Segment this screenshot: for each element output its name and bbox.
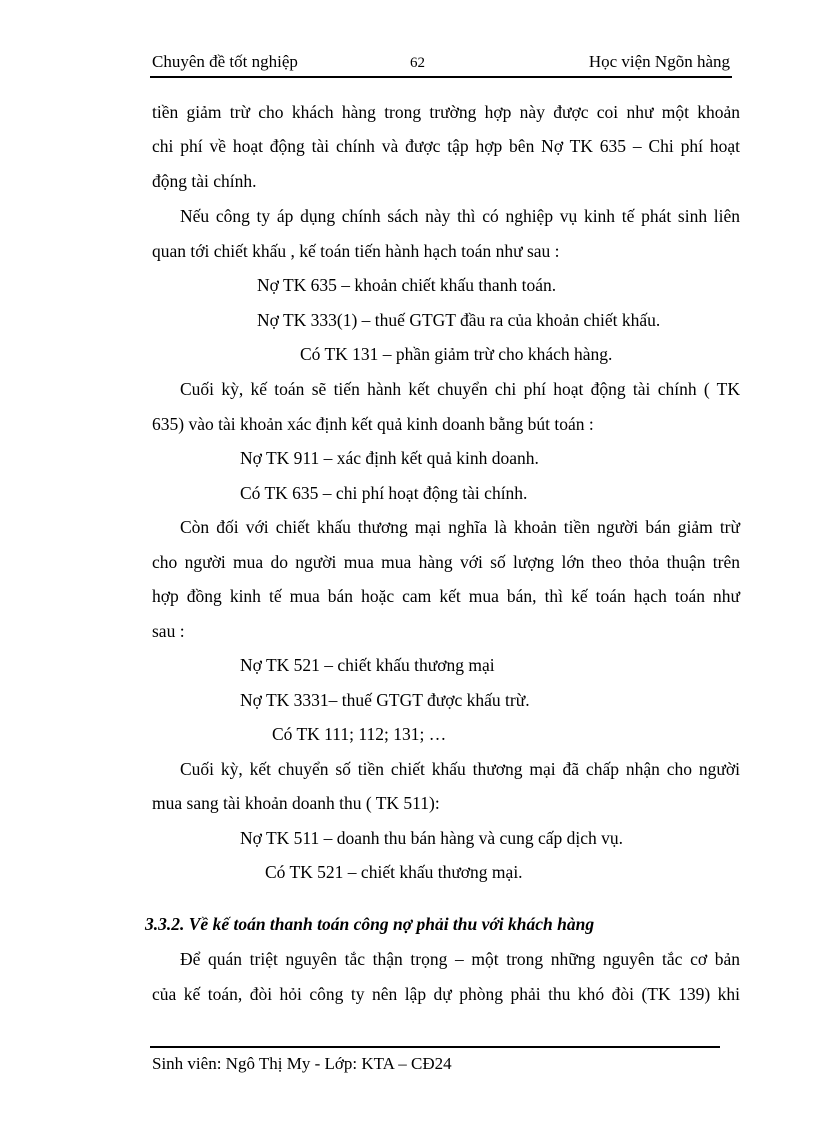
header-institution: Học viện Ngõn hàng: [588, 52, 730, 71]
footer-rule: [150, 1046, 720, 1048]
paragraph-line: của kế toán, đòi hỏi công ty nên lập dự phòng phải thu khó đòi (TK 139) khi: [152, 984, 740, 1004]
page-number: 62: [410, 55, 425, 71]
accounting-entry-line: Nợ TK 511 – doanh thu bán hàng và cung cấp dịch vụ.: [240, 828, 623, 848]
paragraph-line: Nếu công ty áp dụng chính sách này thì có nghiệp vụ kinh tế phát sinh liên: [180, 206, 740, 226]
paragraph-line: động tài chính.: [152, 171, 257, 191]
paragraph-line: sau :: [152, 621, 185, 641]
paragraph-line: mua sang tài khoản doanh thu ( TK 511):: [152, 793, 440, 813]
accounting-entry-line: Nợ TK 333(1) – thuế GTGT đầu ra của khoản chiết khấu.: [257, 310, 661, 330]
header-rule: [150, 76, 732, 78]
accounting-entry-line: Nợ TK 635 – khoản chiết khấu thanh toán.: [257, 275, 557, 295]
accounting-entry-line: Có TK 111; 112; 131; …: [272, 724, 447, 744]
paragraph-line: chi phí về hoạt động tài chính và được tập hợp bên Nợ TK 635 – Chi phí hoạt: [152, 136, 740, 156]
paragraph-line: Cuối kỳ, kế toán sẽ tiến hành kết chuyển chi phí hoạt động tài chính ( TK: [180, 379, 740, 399]
paragraph-line: Cuối kỳ, kết chuyển số tiền chiết khấu thương mại đã chấp nhận cho người: [180, 759, 740, 779]
paragraph-line: 635) vào tài khoản xác định kết quả kinh doanh bằng bút toán :: [152, 414, 594, 434]
accounting-entry-line: Có TK 521 – chiết khấu thương mại.: [265, 862, 523, 882]
paragraph-line: tiền giảm trừ cho khách hàng trong trường hợp này được coi như một khoản: [152, 102, 740, 122]
accounting-entry-line: Có TK 131 – phần giảm trừ cho khách hàng.: [300, 344, 613, 364]
accounting-entry-line: Nợ TK 911 – xác định kết quả kinh doanh.: [240, 448, 539, 468]
accounting-entry-line: Có TK 635 – chi phí hoạt động tài chính.: [240, 483, 528, 503]
paragraph-line: Còn đối với chiết khấu thương mại nghĩa là khoản tiền người bán giảm trừ: [180, 517, 740, 537]
paragraph-line: hợp đồng kinh tế mua bán hoặc cam kết mua bán, thì kế toán hạch toán như: [152, 586, 740, 606]
paragraph-line: cho người mua do người mua mua hàng với số lượng lớn theo thỏa thuận trên: [152, 552, 740, 572]
header-title: Chuyên đề tốt nghiệp: [152, 52, 298, 71]
accounting-entry-line: Nợ TK 521 – chiết khấu thương mại: [240, 655, 495, 675]
paragraph-line: quan tới chiết khấu , kế toán tiến hành hạch toán như sau :: [152, 241, 560, 261]
section-heading: 3.3.2. Về kế toán thanh toán công nợ phải thu với khách hàng: [145, 914, 595, 934]
paragraph-line: Để quán triệt nguyên tắc thận trọng – một trong những nguyên tắc cơ bản: [180, 949, 740, 969]
accounting-entry-line: Nợ TK 3331– thuế GTGT được khấu trừ.: [240, 690, 530, 710]
page-footer: Sinh viên: Ngô Thị My - Lớp: KTA – CĐ24: [152, 1054, 452, 1073]
page-header: [152, 52, 730, 78]
